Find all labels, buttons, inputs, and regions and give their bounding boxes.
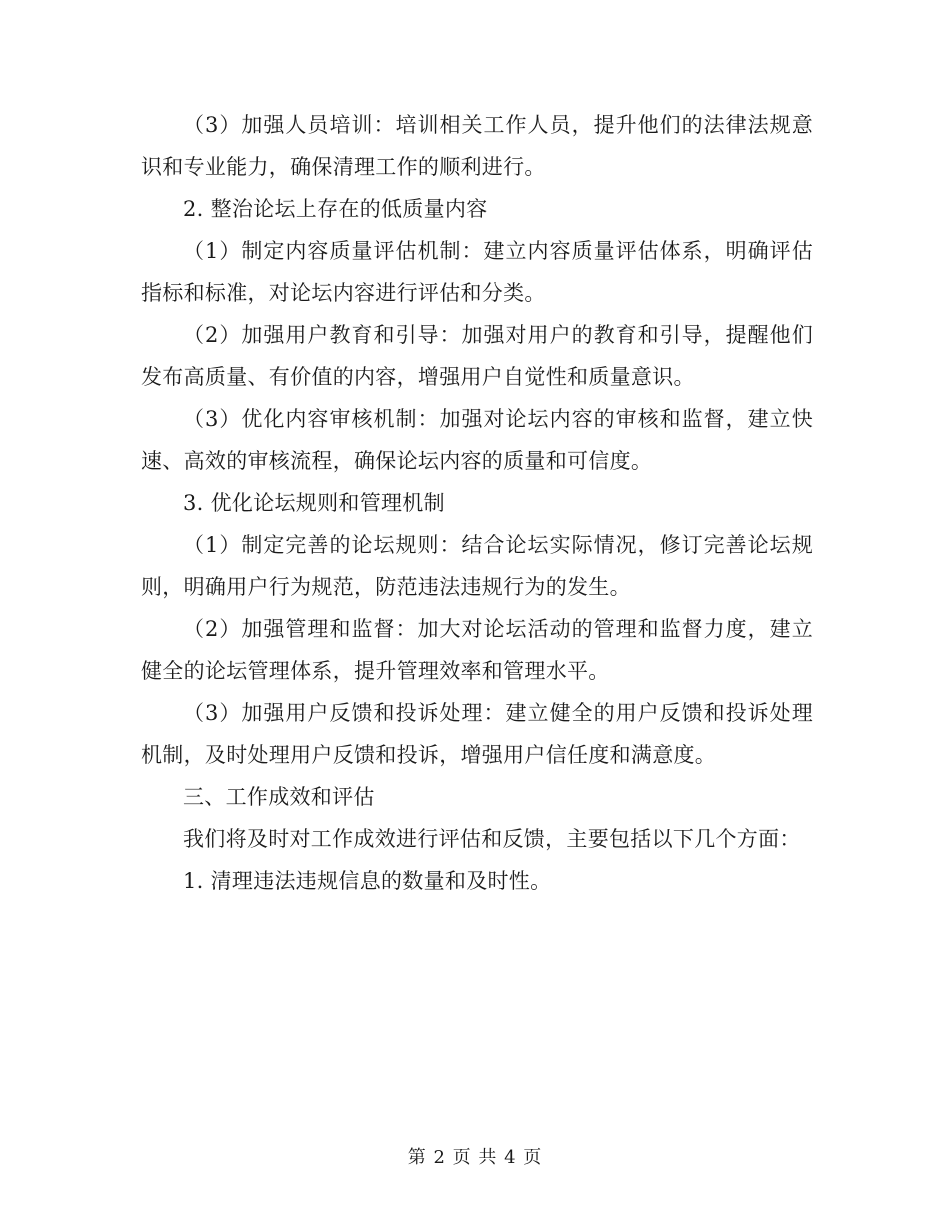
page-number-footer: 第 2 页 共 4 页 bbox=[407, 1147, 543, 1168]
paragraph-user-education: （2）加强用户教育和引导：加强对用户的教育和引导，提醒他们发布高质量、有价值的内容，增强用户自觉性和质量意识。 bbox=[141, 323, 813, 389]
paragraph-feedback-complaints: （3）加强用户反馈和投诉处理：建立健全的用户反馈和投诉处理机制，及时处理用户反馈和投诉，增强用户信任度和满意度。 bbox=[141, 701, 813, 767]
document-body bbox=[141, 104, 813, 902]
heading-forum-rules: 3. 优化论坛规则和管理机制 bbox=[183, 491, 445, 515]
paragraph-content-review: （3）优化内容审核机制：加强对论坛内容的审核和监督，建立快速、高效的审核流程，确保论坛内容的质量和可信度。 bbox=[141, 407, 813, 473]
heading-low-quality-content: 2. 整治论坛上存在的低质量内容 bbox=[183, 197, 488, 221]
paragraph-forum-rules: （1）制定完善的论坛规则：结合论坛实际情况，修订完善论坛规则，明确用户行为规范，防范违法违规行为的发生。 bbox=[141, 533, 813, 599]
paragraph-management-supervision: （2）加强管理和监督：加大对论坛活动的管理和监督力度，建立健全的论坛管理体系，提升管理效率和管理水平。 bbox=[141, 617, 813, 683]
paragraph-quality-assessment: （1）制定内容质量评估机制：建立内容质量评估体系，明确评估指标和标准，对论坛内容进行评估和分类。 bbox=[141, 239, 813, 305]
paragraph-training: （3）加强人员培训：培训相关工作人员，提升他们的法律法规意识和专业能力，确保清理工作的顺利进行。 bbox=[141, 113, 813, 179]
heading-results-evaluation: 三、工作成效和评估 bbox=[183, 785, 375, 809]
list-item-cleanup-count: 1. 清理违法违规信息的数量和及时性。 bbox=[183, 869, 552, 893]
paragraph-evaluation-intro: 我们将及时对工作成效进行评估和反馈，主要包括以下几个方面： bbox=[183, 827, 801, 851]
